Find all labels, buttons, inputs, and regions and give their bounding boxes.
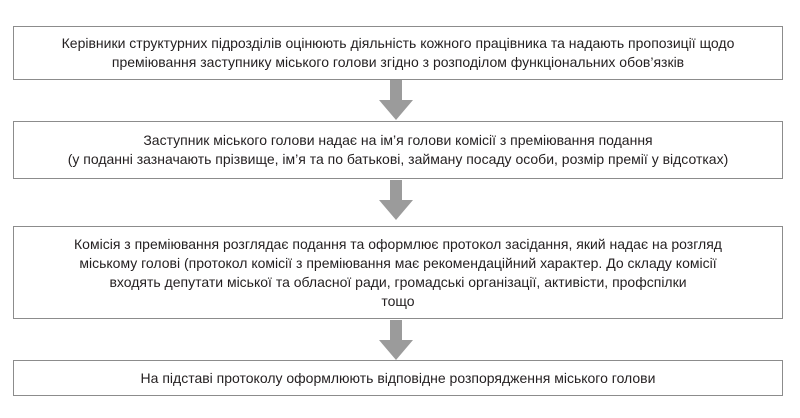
step-2-line-1: Заступник міського голови надає на ім’я голови комісії з преміювання подання <box>143 132 653 148</box>
step-1-line-1: Керівники структурних підрозділів оцінюють діяльність кожного працівника та надають пропозиції щодо <box>61 35 735 51</box>
step-4-line-1: На підставі протоколу оформлюють відповідне розпорядження міського голови <box>140 369 656 386</box>
step-3-line-4: тощо <box>381 292 415 309</box>
down-arrow-icon <box>379 180 413 220</box>
step-1-line-2: преміювання заступнику міського голови згідно з розподілом функціональних обов’язків <box>111 54 685 70</box>
step-3-box <box>13 226 783 319</box>
down-arrow-icon <box>379 80 413 120</box>
step-3-line-3: входять депутати міської та обласної ради, громадські організації, активісти, профспілки <box>109 273 687 290</box>
step-1-box <box>13 26 783 80</box>
step-3-line-2: міському голові (протокол комісії з преміювання має рекомендаційний характер. До складу комісії <box>79 254 717 271</box>
step-3-line-1: Комісія з преміювання розглядає подання та оформлює протокол засідання, який надає на розгляд <box>74 235 722 252</box>
step-2-line-2: (у поданні зазначають прізвище, ім’я та по батькові, займану посаду особи, розмір премії у відсотках) <box>67 151 729 167</box>
step-4-box <box>13 360 783 396</box>
down-arrow-icon <box>379 320 413 360</box>
step-2-box <box>13 121 783 179</box>
